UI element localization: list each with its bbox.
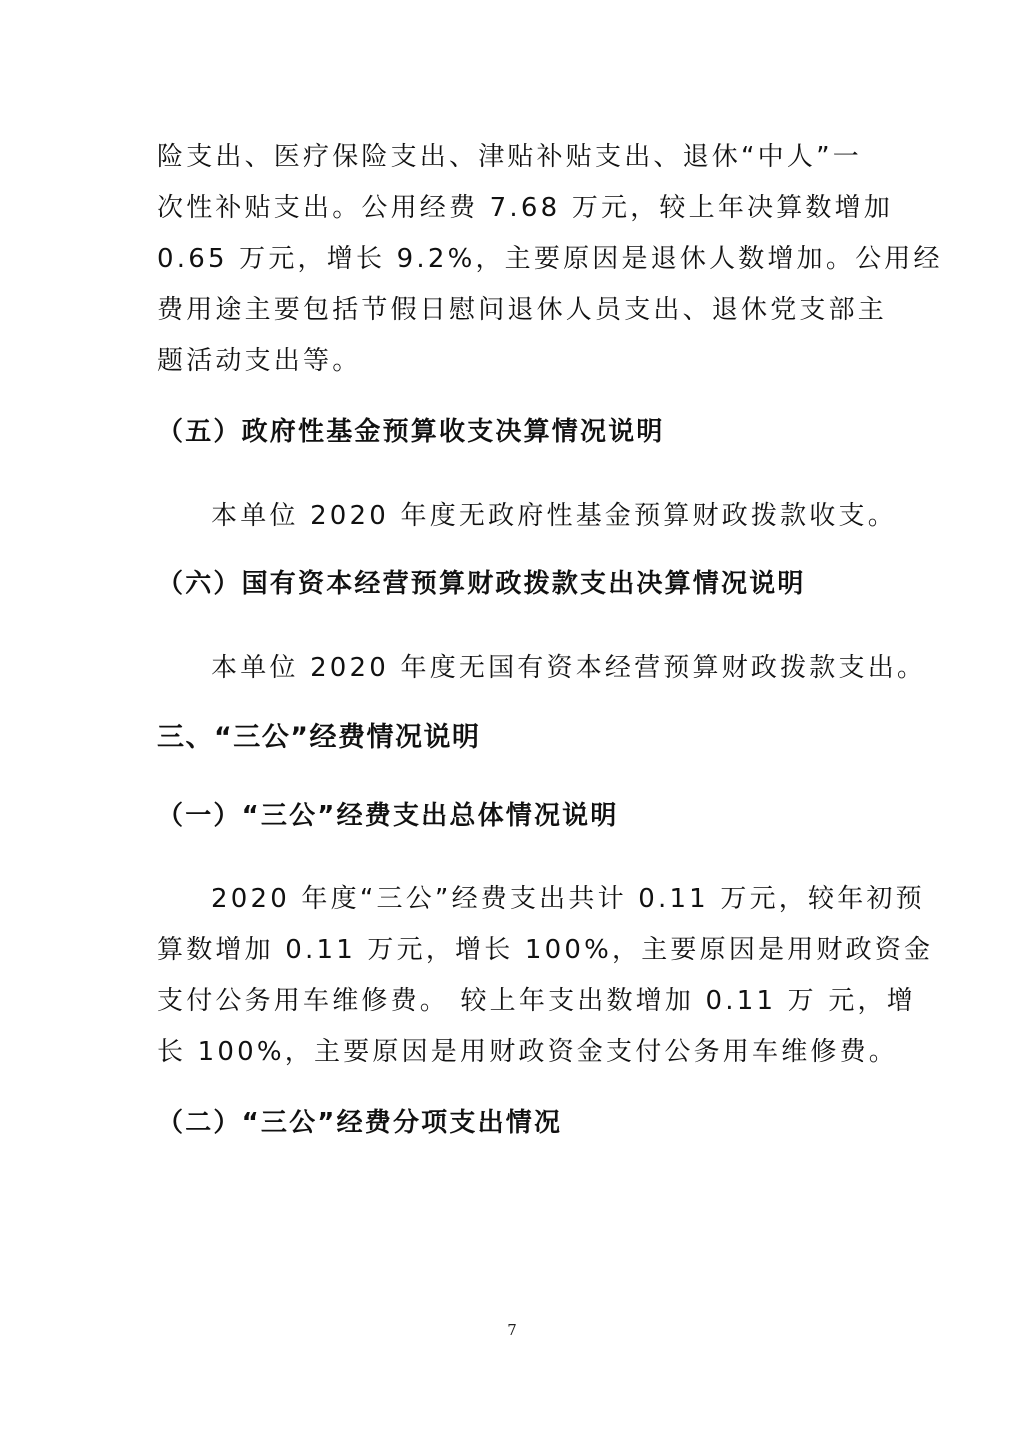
paragraph-line: 2020 年度“三公”经费支出共计 0.11 万元，较年初预 [211, 884, 925, 914]
paragraph-line: 0.65 万元，增长 9.2%，主要原因是退休人数增加。公用经 [157, 244, 943, 274]
paragraph-line: 险支出、医疗保险支出、津贴补贴支出、退休“中人”一 [157, 142, 862, 172]
subsection-heading-1: （一）“三公”经费支出总体情况说明 [157, 801, 619, 831]
section-heading-5: （五）政府性基金预算收支决算情况说明 [157, 417, 665, 447]
section-body-6: 本单位 2020 年度无国有资本经营预算财政拨款支出。 [211, 653, 927, 683]
section-body-5: 本单位 2020 年度无政府性基金预算财政拨款收支。 [211, 501, 897, 531]
paragraph-line: 费用途主要包括节假日慰问退休人员支出、退休党支部主 [157, 295, 888, 325]
part-heading-3: 三、“三公”经费情况说明 [157, 722, 481, 753]
subsection-heading-2: （二）“三公”经费分项支出情况 [157, 1108, 563, 1138]
section-heading-6: （六）国有资本经营预算财政拨款支出决算情况说明 [157, 569, 806, 599]
paragraph-line: 次性补贴支出。公用经费 7.68 万元，较上年决算数增加 [157, 193, 894, 223]
paragraph-line: 算数增加 0.11 万元，增长 100%，主要原因是用财政资金 [157, 935, 934, 965]
paragraph-line: 题活动支出等。 [157, 346, 362, 376]
paragraph-line: 长 100%，主要原因是用财政资金支付公务用车维修费。 [157, 1037, 898, 1067]
paragraph-line: 支付公务用车维修费。 较上年支出数增加 0.11 万 元，增 [157, 986, 916, 1016]
page-number: 7 [507, 1321, 517, 1339]
